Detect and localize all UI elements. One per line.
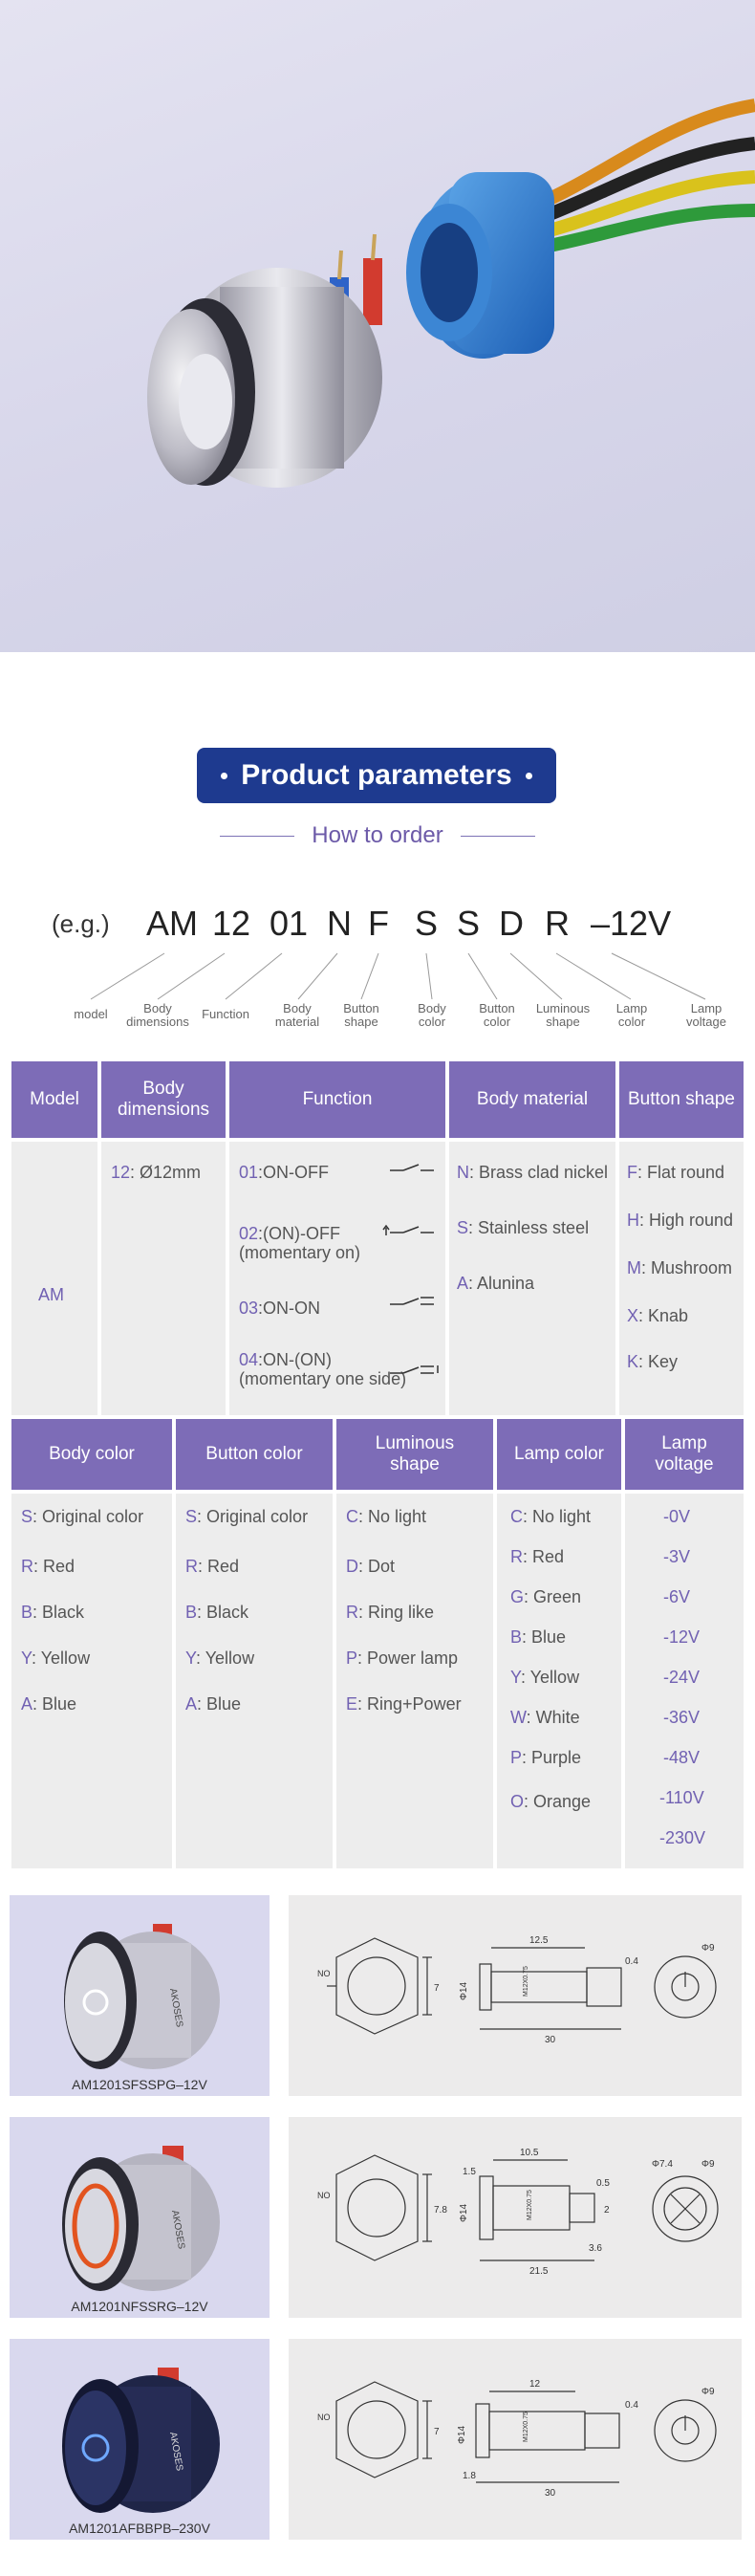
code-part-dimensions: 12 (212, 904, 251, 943)
dim-no: NO (317, 2412, 331, 2422)
label-button-shape: Button shape (343, 1001, 379, 1029)
body-color-item: Y: Yellow (21, 1648, 91, 1668)
header-luminous-shape: Luminous shape (336, 1419, 493, 1490)
label-body-color: Body color (418, 1001, 446, 1029)
lamp-color-item: W: White (510, 1708, 580, 1727)
voltage-item: -6V (663, 1587, 691, 1606)
cell-luminous (336, 1494, 493, 1868)
dim-top: 10.5 (520, 2148, 539, 2158)
dim-phi: Φ9 (701, 2387, 715, 2397)
product-photo-2 (10, 2117, 270, 2318)
button-color-item: A: Blue (185, 1694, 242, 1714)
hero-product-photo (0, 0, 755, 652)
product-caption: AM1201SFSSPG–12V (72, 2077, 207, 2092)
dim-phi: Φ9 (701, 2159, 715, 2170)
label-button-color: Button color (479, 1001, 515, 1029)
dim-length: 21.5 (529, 2266, 549, 2277)
function-item: 03:ON-ON (239, 1299, 321, 1318)
dim-diameter: Φ14 (459, 2203, 469, 2222)
material-item: S: Stainless steel (457, 1218, 590, 1237)
label-function: Function (202, 1007, 249, 1021)
dim-no: NO (317, 2191, 331, 2200)
cell-materials (449, 1142, 615, 1415)
body-color-item: R: Red (21, 1557, 76, 1576)
dim-height: 7 (434, 1983, 440, 1994)
header-body-color: Body color (11, 1419, 172, 1490)
voltage-item: -110V (659, 1788, 704, 1807)
voltage-item: -24V (663, 1668, 701, 1687)
bullet-dot-icon (221, 773, 227, 779)
dimension-text: : Ø12mm (130, 1163, 202, 1182)
luminous-item: D: Dot (346, 1557, 396, 1576)
voltage-item: -48V (663, 1748, 701, 1767)
cell-dimensions (101, 1142, 226, 1415)
code-labels (0, 1001, 755, 1042)
luminous-item: P: Power lamp (346, 1648, 459, 1668)
lamp-color-item: Y: Yellow (510, 1668, 580, 1687)
dimension-code: 12 (111, 1163, 131, 1182)
header-lamp-voltage: Lamp voltage (625, 1419, 744, 1490)
product-photo-3 (10, 2339, 270, 2540)
product-caption: AM1201NFSSRG–12V (71, 2299, 208, 2314)
dim-thread: M12X0.75 (523, 2412, 529, 2442)
cell-shapes (619, 1142, 744, 1415)
dim-pin: 0.4 (625, 1956, 638, 1967)
function-item: 02:(ON)-OFF (momentary on) (239, 1224, 361, 1262)
label-luminous-shape: Luminous shape (535, 1001, 591, 1029)
cell-body-colors (11, 1494, 172, 1868)
label-lamp-voltage: Lamp voltage (686, 1001, 726, 1029)
label-body-material: Body material (274, 1001, 320, 1029)
technical-drawing-1 (289, 1895, 742, 2096)
dimension-diagram-icon (289, 1895, 742, 2096)
header-function: Function (229, 1061, 445, 1138)
button-color-item: R: Red (185, 1557, 240, 1576)
luminous-item: E: Ring+Power (346, 1694, 462, 1714)
voltage-item: -12V (663, 1627, 701, 1647)
lamp-color-item: O: Orange (510, 1792, 592, 1811)
code-part-shape: F (368, 904, 389, 943)
order-code-example (48, 904, 717, 951)
dim-length: 30 (545, 2035, 556, 2045)
dim-phi: Φ9 (701, 1943, 715, 1954)
label-model: model (74, 1007, 108, 1021)
dim-thread: M12X0.75 (527, 2190, 533, 2220)
code-part-voltage: –12V (591, 904, 672, 943)
cell-functions (229, 1142, 445, 1415)
header-body-material: Body material (449, 1061, 615, 1138)
shape-item: F: Flat round (627, 1163, 725, 1182)
button-color-item: S: Original color (185, 1507, 309, 1526)
luminous-item: R: Ring like (346, 1603, 435, 1622)
dim-phi-inner: Φ7.4 (652, 2159, 673, 2170)
code-leader-lines (0, 951, 755, 1009)
dim-diameter: Φ14 (459, 1981, 469, 2000)
technical-drawing-2 (289, 2117, 742, 2318)
switch-photo-icon (10, 2117, 270, 2299)
luminous-item: C: No light (346, 1507, 427, 1526)
dim-thread: M12X0.75 (523, 1966, 529, 1997)
dimension-diagram-icon (289, 2117, 742, 2318)
parameter-table-2 (11, 1419, 744, 1868)
dim-extra: 3.6 (589, 2243, 602, 2254)
technical-drawing-3 (289, 2339, 742, 2540)
dim-gap: 1.8 (463, 2471, 476, 2481)
header-lamp-color: Lamp color (497, 1419, 621, 1490)
voltage-item: -230V (659, 1828, 706, 1847)
voltage-item: -36V (663, 1708, 701, 1727)
function-item: 01:ON-OFF (239, 1163, 330, 1182)
body-color-item: A: Blue (21, 1694, 77, 1714)
voltage-item: -0V (663, 1507, 691, 1526)
dim-length: 30 (545, 2488, 556, 2499)
dim-pin: 0.5 (596, 2178, 610, 2189)
button-color-item: B: Black (185, 1603, 249, 1622)
header-button-color: Button color (176, 1419, 333, 1490)
dim-height: 7.8 (434, 2205, 447, 2216)
dim-top: 12 (529, 2379, 541, 2390)
example-prefix: (e.g.) (52, 909, 110, 938)
dim-diameter: Φ14 (457, 2425, 467, 2444)
lamp-color-item: P: Purple (510, 1748, 582, 1767)
divider-line (461, 836, 535, 837)
bullet-dot-icon (526, 773, 532, 779)
material-item: N: Brass clad nickel (457, 1163, 609, 1182)
dim-gap: 1.5 (463, 2167, 476, 2177)
code-part-model: AM (146, 904, 198, 943)
label-lamp-color: Lamp color (615, 1001, 648, 1029)
header-model: Model (11, 1061, 97, 1138)
switch-symbol-icons (382, 1161, 440, 1419)
body-color-item: S: Original color (21, 1507, 144, 1526)
header-button-shape: Button shape (619, 1061, 744, 1138)
code-part-lamp-color: R (545, 904, 570, 943)
dim-height: 7 (434, 2427, 440, 2437)
model-value: AM (38, 1285, 64, 1304)
dim-pin-2: 2 (604, 2205, 610, 2216)
body-color-item: B: Black (21, 1603, 85, 1622)
label-body-dimensions: Body dimensions (126, 1001, 189, 1029)
function-item: 04:ON-(ON) (momentary one side) (239, 1350, 407, 1388)
code-part-material: N (327, 904, 352, 943)
voltage-item: -3V (663, 1547, 691, 1566)
brand-mark: AKOSES (167, 2431, 185, 2473)
switch-photo-icon (10, 2339, 270, 2521)
cell-model (11, 1142, 97, 1415)
cell-voltages (625, 1494, 744, 1868)
code-part-body-color: S (415, 904, 439, 943)
header-body-dimensions: Body dimensions (101, 1061, 226, 1138)
cell-button-colors (176, 1494, 333, 1868)
section-subtitle: How to order (312, 822, 443, 848)
code-part-function: 01 (270, 904, 309, 943)
lamp-color-item: B: Blue (510, 1627, 567, 1647)
section-title: Product parameters (241, 759, 512, 791)
section-title-banner (197, 748, 556, 803)
brand-mark: AKOSES (167, 1987, 185, 2029)
product-photo-1 (10, 1895, 270, 2096)
button-color-item: Y: Yellow (185, 1648, 255, 1668)
code-part-luminous: D (499, 904, 524, 943)
brand-mark: AKOSES (169, 2209, 187, 2251)
shape-item: M: Mushroom (627, 1258, 733, 1277)
hero-illustration (0, 0, 755, 652)
dim-no: NO (317, 1969, 331, 1978)
divider-line (220, 836, 294, 837)
lamp-color-item: C: No light (510, 1507, 592, 1526)
dimension-diagram-icon (289, 2339, 742, 2540)
code-part-button-color: S (457, 904, 481, 943)
subtitle-row (0, 819, 755, 853)
cell-lamp-colors (497, 1494, 621, 1868)
lamp-color-item: G: Green (510, 1587, 582, 1606)
material-item: A: Alunina (457, 1274, 535, 1293)
dim-top: 12.5 (529, 1935, 549, 1946)
shape-item: K: Key (627, 1352, 679, 1371)
shape-item: H: High round (627, 1211, 734, 1230)
dim-pin: 0.4 (625, 2400, 638, 2411)
lamp-color-item: R: Red (510, 1547, 565, 1566)
shape-item: X: Knab (627, 1306, 689, 1325)
product-caption: AM1201AFBBPB–230V (69, 2521, 210, 2536)
switch-photo-icon (10, 1895, 270, 2077)
parameter-table-1 (11, 1061, 744, 1415)
